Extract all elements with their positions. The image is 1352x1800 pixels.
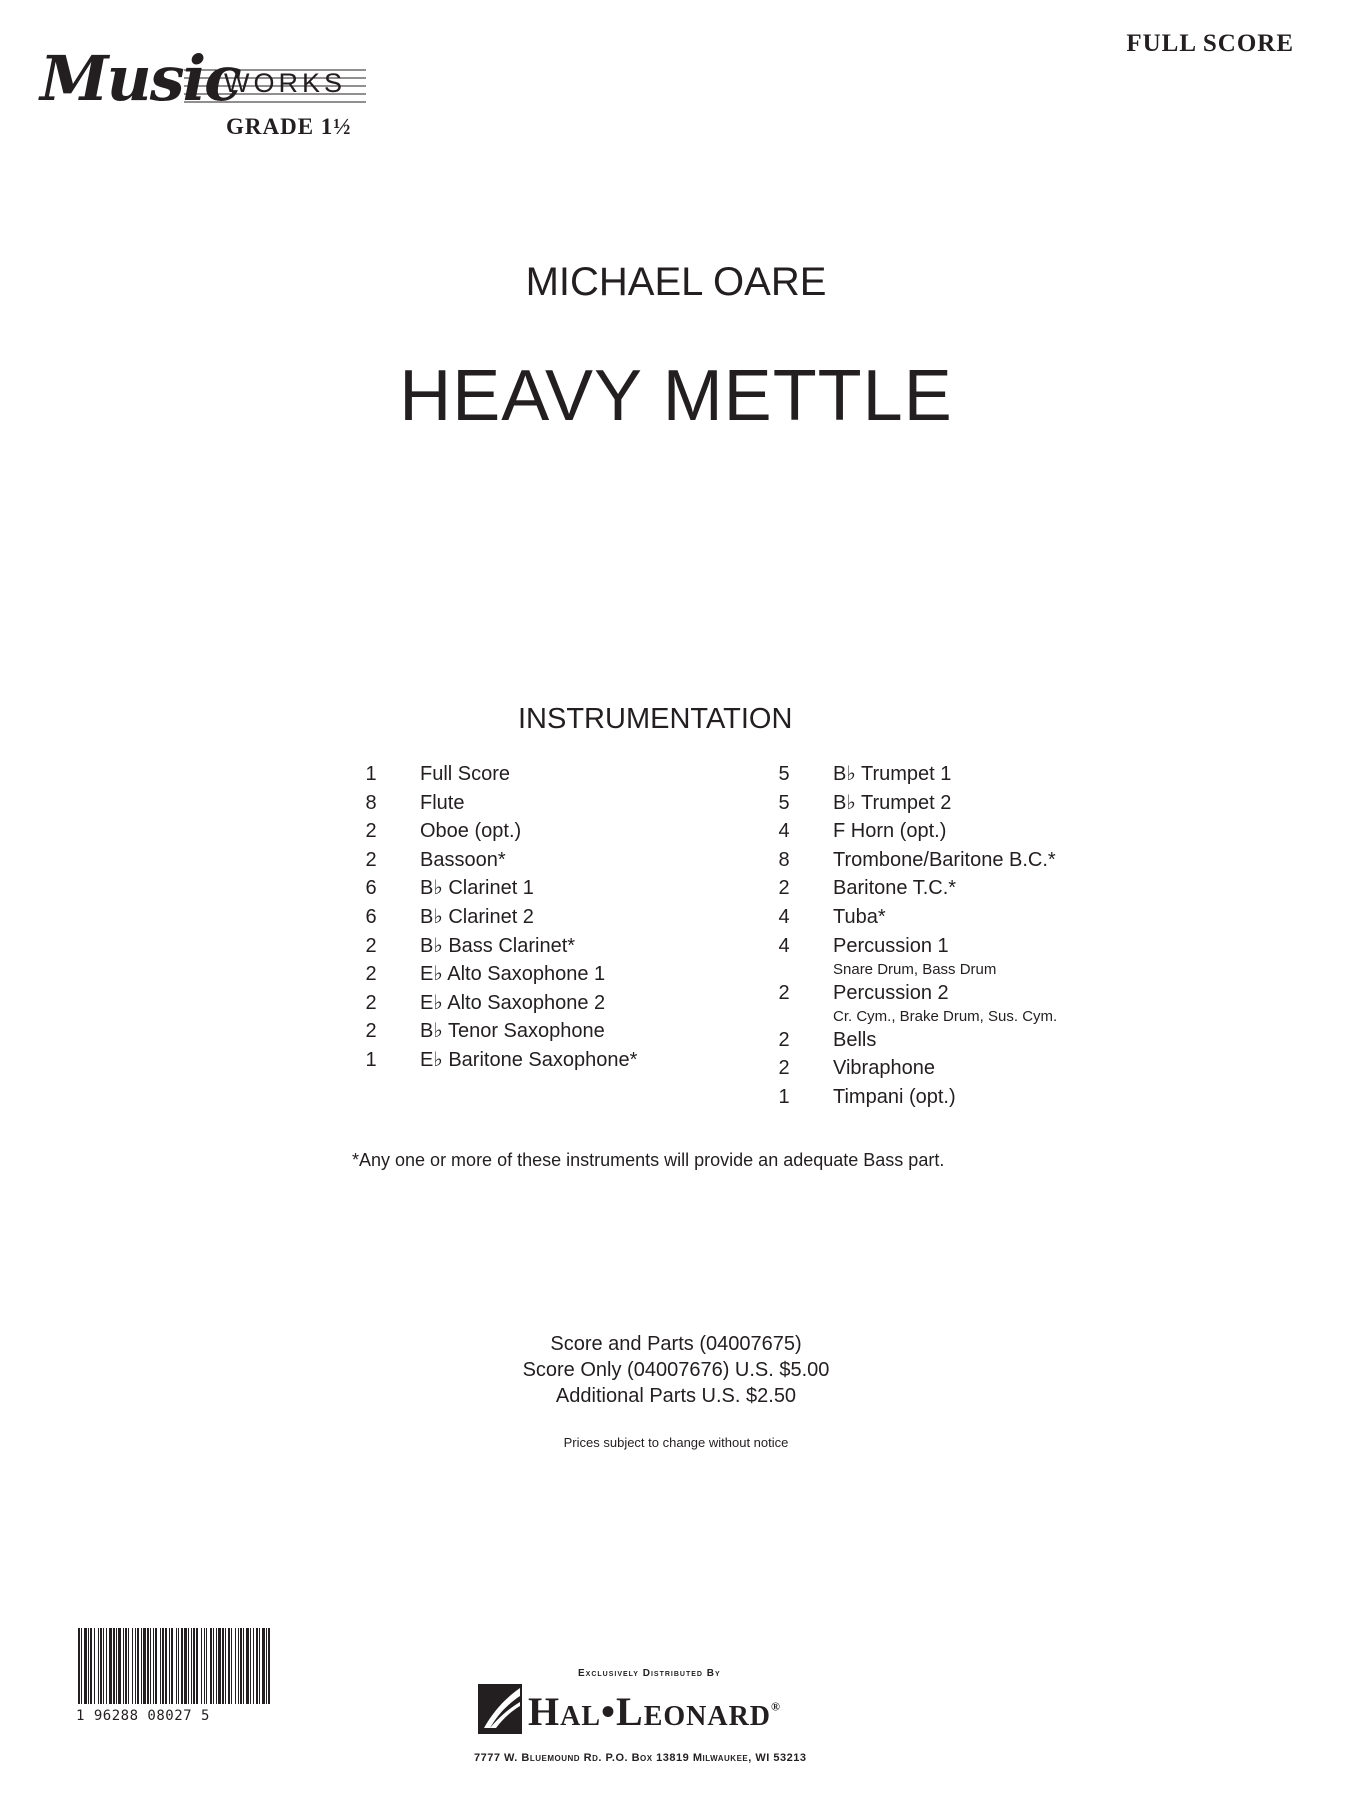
instrument-name: Trombone/Baritone B.C.* [833,848,1056,871]
instrument-name: E♭ Baritone Saxophone* [420,1049,638,1071]
instrument-name: Baritone T.C.* [833,877,957,900]
logo-script: Music [40,42,240,115]
instrument-name: B♭ Trumpet 1 [833,763,952,785]
pricing-line: Score Only (04007676) U.S. $5.00 [522,1359,830,1381]
distributor-label: Exclusively Distributed By [578,1668,721,1679]
registered-mark: ® [771,1699,781,1714]
instrument-name: Percussion 1 [833,934,949,957]
hal-leonard-logo [476,1672,866,1742]
instrument-name: Tuba* [833,906,886,928]
barcode-digits: 1 96288 08027 5 [76,1708,210,1724]
instrument-quantity: 2 [365,820,377,843]
instrument-quantity: 2 [365,963,377,986]
instrument-quantity: 5 [778,763,790,785]
instrument-name: Flute [420,791,465,814]
prices-note: Prices subject to change without notice [563,1435,789,1450]
distributor-name: Hal•Leonard® [528,1689,781,1734]
pricing-line: Score and Parts (04007675) [550,1333,802,1355]
instrument-quantity: 6 [365,877,377,900]
instrument-name: Full Score [420,763,511,785]
instrument-name: B♭ Clarinet 1 [420,877,534,900]
instrument-quantity: 1 [778,1085,790,1108]
instrument-quantity: 2 [365,991,377,1014]
instrument-quantity: 2 [365,934,377,957]
instrument-quantity: 2 [778,1028,790,1051]
barcode [76,1628,261,1738]
composer-name: MICHAEL OARE [525,260,827,304]
instrument-quantity: 8 [778,848,790,871]
instrument-quantity: 1 [365,763,377,785]
instrument-detail: Snare Drum, Bass Drum [833,960,997,978]
instrument-quantity: 2 [778,1057,790,1080]
piece-title: HEAVY METTLE [399,356,953,436]
hal-leonard-emblem-icon [476,1680,526,1740]
instrument-name: Timpani (opt.) [833,1085,956,1108]
instrument-quantity: 1 [365,1049,377,1071]
edition-label: FULL SCORE [1126,30,1294,57]
grade-label: GRADE 1½ [226,114,352,139]
instrument-name: Bells [833,1028,877,1051]
instrument-name: B♭ Bass Clarinet* [420,934,576,957]
instrument-name: B♭ Clarinet 2 [420,906,534,928]
instrument-name: F Horn (opt.) [833,820,947,843]
instrument-quantity: 2 [365,1020,377,1043]
instrument-name: B♭ Tenor Saxophone [420,1020,605,1043]
distributor-address: 7777 W. Bluemound Rd. P.O. Box 13819 Milwaukee, WI 53213 [474,1752,807,1764]
instrument-quantity: 6 [365,906,377,928]
instrument-quantity: 2 [778,877,790,900]
pricing-line: Additional Parts U.S. $2.50 [555,1385,797,1407]
instrument-quantity: 4 [778,934,790,957]
instrument-quantity: 2 [778,981,790,1004]
instrument-quantity: 8 [365,791,377,814]
instrument-detail: Cr. Cym., Brake Drum, Sus. Cym. [833,1007,1058,1025]
instrument-quantity: 4 [778,906,790,928]
pricing-block [0,1331,1352,1409]
instrumentation-heading: INSTRUMENTATION [518,703,793,735]
instrument-name: E♭ Alto Saxophone 1 [420,963,606,986]
instrument-name: B♭ Trumpet 2 [833,791,952,814]
musicworks-logo [34,28,374,138]
instrument-quantity: 4 [778,820,790,843]
instrument-quantity: 2 [365,848,377,871]
barcode-icon [76,1628,276,1706]
instrument-name: Vibraphone [833,1057,935,1080]
instrument-quantity: 5 [778,791,790,814]
instrument-name: Bassoon* [420,848,506,871]
instrument-name: Oboe (opt.) [420,820,522,843]
bass-part-footnote: *Any one or more of these instruments will provide an adequate Bass part. [352,1150,945,1170]
logo-works: WORKS [224,68,347,98]
instrument-name: E♭ Alto Saxophone 2 [420,991,606,1014]
instrument-name: Percussion 2 [833,981,949,1004]
